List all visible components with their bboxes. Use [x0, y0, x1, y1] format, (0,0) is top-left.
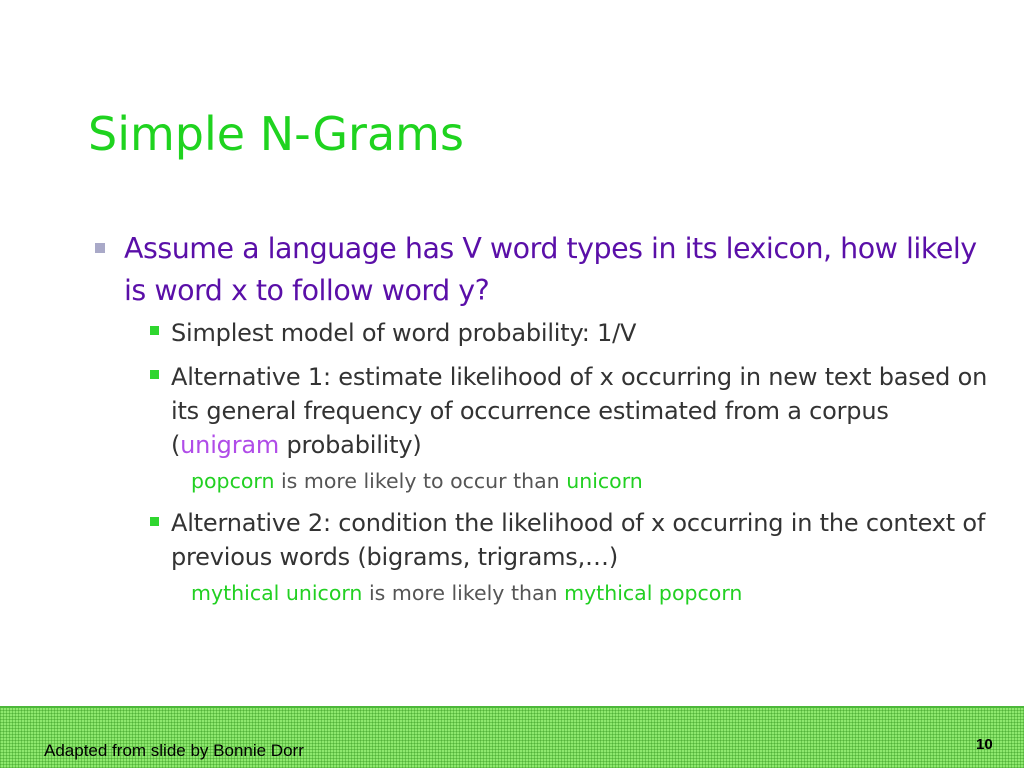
footer-credit: Adapted from slide by Bonnie Dorr — [44, 741, 304, 760]
bullet-level2-text-2 — [171, 360, 991, 462]
example-term-popcorn: popcorn — [191, 469, 275, 493]
example-line-1 — [191, 466, 991, 496]
square-bullet-icon — [95, 243, 105, 253]
example-term-mythical-popcorn: mythical popcorn — [564, 581, 743, 605]
example-term-unicorn: unicorn — [566, 469, 643, 493]
bullet-level2-text-2b: probability) — [279, 431, 422, 459]
square-bullet-icon — [150, 370, 159, 379]
page-number: 10 — [976, 736, 993, 753]
example-middle-1: is more likely to occur than — [274, 469, 567, 493]
bullet-level2-text-1: Simplest model of word probability: 1/V — [171, 319, 637, 347]
square-bullet-icon — [150, 326, 159, 335]
example-term-mythical-unicorn: mythical unicorn — [191, 581, 363, 605]
example-middle-2: is more likely than — [362, 581, 565, 605]
square-bullet-icon — [150, 517, 159, 526]
bullet-level2-text-3: Alternative 2: condition the likelihood of x occurring in the context of previous words (bigrams, trigrams,…) — [171, 509, 986, 571]
unigram-highlight: unigram — [180, 431, 280, 459]
bullet-level1-text: Assume a language has V word types in its lexicon, how likely is word x to follow word y? — [124, 232, 977, 307]
example-line-2 — [191, 578, 991, 608]
bullet-level2-text-2a: Alternative 1: estimate likelihood of x occurring in new text based on its general frequency of occurrence estimated from a corpus ( — [171, 363, 988, 459]
slide-title: Simple N-Grams — [88, 107, 464, 161]
